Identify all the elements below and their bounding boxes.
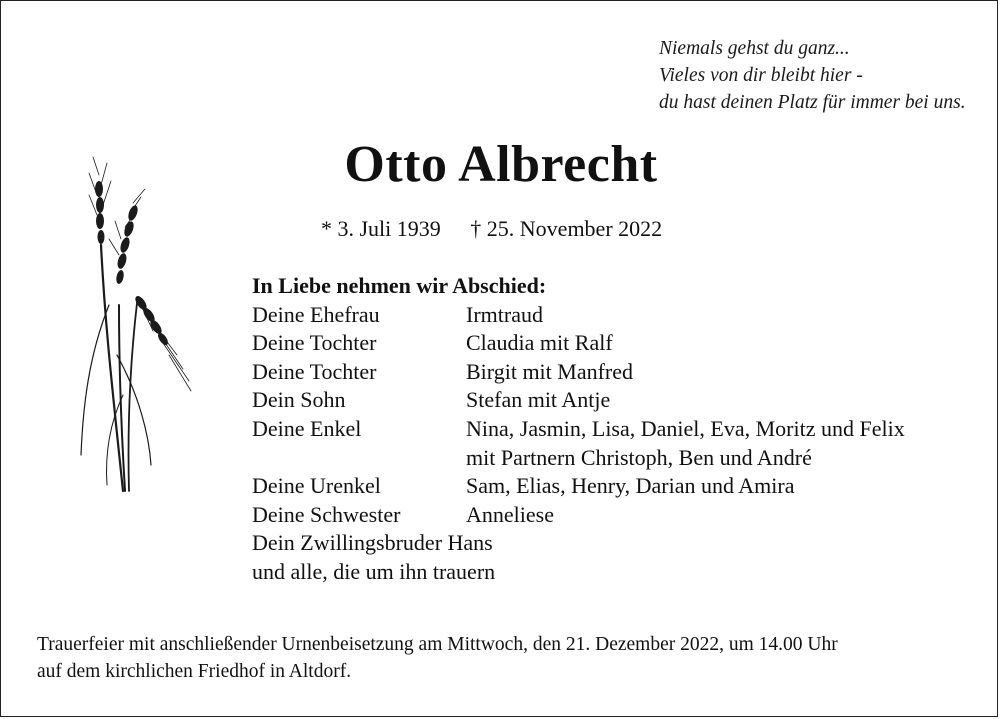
deceased-name: Otto Albrecht: [344, 136, 658, 193]
relation-label: Dein Sohn: [252, 387, 346, 413]
mourners-heading: In Liebe nehmen wir Abschied:: [252, 273, 547, 298]
relation-label: Deine Enkel: [252, 415, 362, 441]
quote-line: Vieles von dir bleibt hier -: [659, 65, 863, 86]
funeral-line: Trauerfeier mit anschließender Urnenbeisetzung am Mittwoch, den 21. Dezember 2022, um 14.00 Uhr: [37, 634, 838, 655]
mourner-line: und alle, die um ihn trauern: [252, 558, 496, 584]
mourner-names: Claudia mit Ralf: [466, 330, 613, 356]
mourner-row: [252, 329, 613, 358]
relation-label: Deine Tochter: [252, 358, 377, 384]
relation-label: Deine Schwester: [252, 501, 401, 527]
mourner-row: [252, 301, 546, 330]
mourner-names: Nina, Jasmin, Lisa, Daniel, Eva, Moritz und Felix: [466, 415, 905, 441]
death-date: † 25. November 2022: [470, 216, 663, 241]
mourner-names: Birgit mit Manfred: [466, 358, 634, 384]
mourner-names: Stefan mit Antje: [466, 387, 611, 413]
relation-label: Deine Urenkel: [252, 473, 381, 499]
relation-label: Deine Ehefrau: [252, 301, 380, 327]
mourner-names: Anneliese: [466, 501, 554, 527]
mourner-row: [252, 501, 554, 530]
funeral-line: auf dem kirchlichen Friedhof in Altdorf.: [37, 661, 352, 682]
mourner-names: Sam, Elias, Henry, Darian und Amira: [466, 473, 795, 499]
wheat-illustration-icon: [79, 155, 199, 493]
life-dates: [321, 214, 662, 244]
mourner-row: [252, 386, 611, 415]
mourner-names: Irmtraud: [466, 301, 543, 327]
mourner-row: [252, 472, 795, 501]
mourner-line: Dein Zwillingsbruder Hans: [252, 530, 493, 556]
quote-line: du hast deinen Platz für immer bei uns.: [659, 92, 966, 113]
mourner-names: mit Partnern Christoph, Ben und André: [466, 444, 812, 470]
mourners-list: [252, 272, 905, 587]
relation-label: Deine Tochter: [252, 330, 377, 356]
birth-date: * 3. Juli 1939: [321, 216, 441, 241]
quote-line: Niemals gehst du ganz...: [659, 38, 850, 59]
mourner-row: [252, 444, 812, 473]
memorial-quote: [659, 35, 979, 116]
mourner-row: [252, 358, 634, 387]
funeral-details: [37, 631, 977, 685]
mourner-row: [252, 415, 905, 444]
